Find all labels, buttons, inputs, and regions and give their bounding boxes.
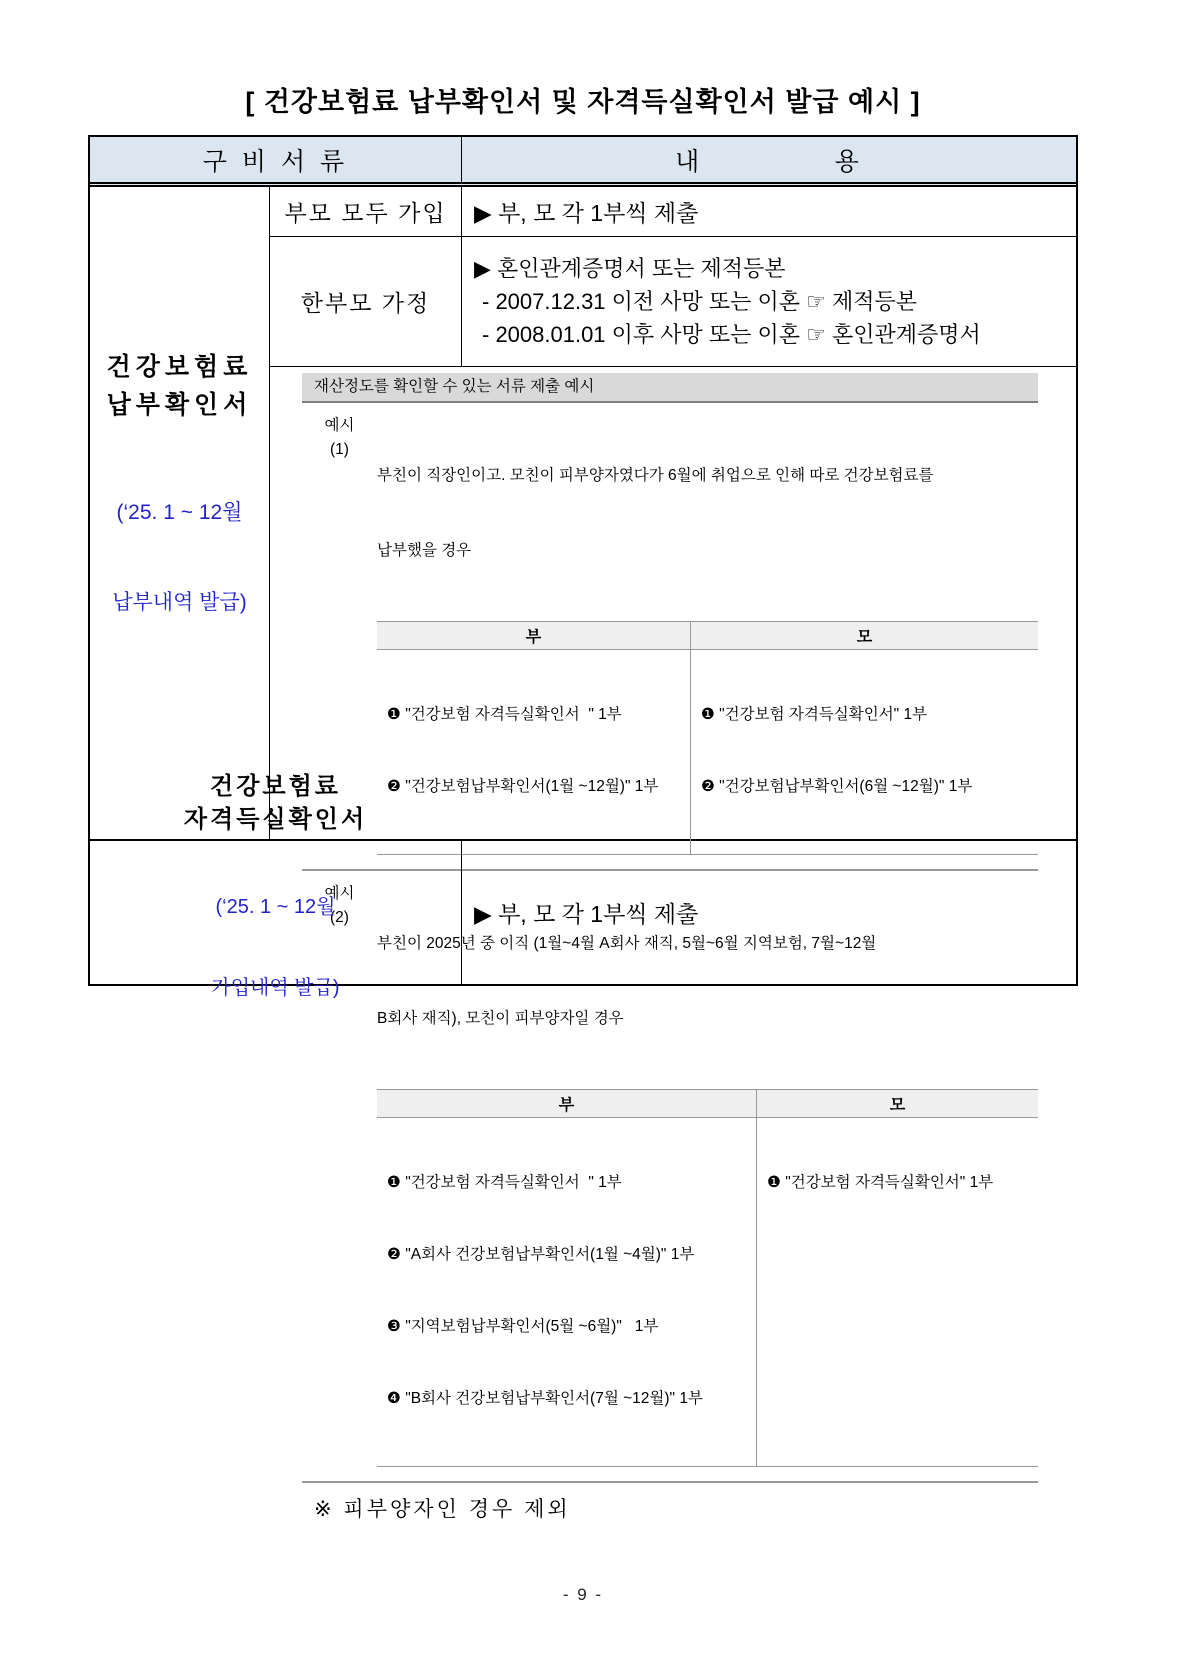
single-parent-line2: - 2007.12.31 이전 사망 또는 이혼 ☞ 제적등본	[482, 289, 917, 314]
example-2-label-line2: (2)	[330, 909, 349, 926]
eligibility-cert-period-line2: 가입내역 발급)	[211, 976, 340, 999]
example-1-mother-cell	[691, 650, 1038, 854]
both-parents-content	[462, 187, 1076, 236]
example-2-mother-item1: ❶ "건강보험 자격득실확인서" 1부	[767, 1174, 994, 1191]
example-2-table	[377, 1089, 1038, 1467]
example-1-label-line2: (1)	[330, 441, 349, 458]
single-parent-line1: ▶ 혼인관계증명서 또는 제적등본	[474, 256, 786, 281]
payment-cert-period	[112, 438, 247, 678]
example-1-desc-line1: 부친이 직장인이고. 모친이 피부양자였다가 6월에 취업으로 인해 따로 건강보험료를	[377, 467, 934, 484]
main-table	[88, 135, 1078, 1521]
example-1-desc-line2: 납부했을 경우	[377, 542, 472, 559]
example-2-label-line1: 예시	[324, 885, 355, 902]
example-2-father-item3: ❸ "지역보험납부확인서(5월 ~6월)" 1부	[387, 1318, 659, 1335]
page-title: [ 건강보험료 납부확인서 및 자격득실확인서 발급 예시 ]	[245, 87, 921, 117]
eligibility-cert-name-cell	[90, 772, 462, 999]
example-2-col-father: 부	[377, 1090, 757, 1117]
example-2-table-header	[377, 1090, 1038, 1118]
payment-cert-name-cell	[90, 187, 270, 839]
eligibility-cert-content	[462, 841, 1076, 984]
example-box-title-bar: 재산정도를 확인할 수 있는 서류 제출 예시	[302, 373, 1038, 403]
example-1-col-father: 부	[377, 622, 691, 649]
single-parent-line3: - 2008.01.01 이후 사망 또는 이혼 ☞ 혼인관계증명서	[482, 322, 981, 347]
eligibility-cert-name-line2: 자격득실확인서	[183, 805, 368, 833]
example-1-col-mother: 모	[856, 629, 873, 646]
table-header-row	[90, 137, 1076, 187]
payment-cert-period-line2: 납부내역 발급)	[112, 591, 247, 614]
example-1-father-item2: ❷ "건강보험납부확인서(1월 ~12월)" 1부	[387, 778, 659, 795]
row-single-parent	[270, 237, 1076, 367]
payment-cert-period-line1: (‘25. 1 ~ 12월	[116, 501, 243, 524]
example-2-table-body	[377, 1118, 1038, 1466]
example-2-father-item1: ❶ "건강보험 자격득실확인서 " 1부	[387, 1174, 622, 1191]
payment-cert-name	[107, 348, 253, 424]
example-2-mother-cell	[757, 1118, 1038, 1466]
eligibility-cert-name	[90, 770, 461, 836]
example-1-father-item1: ❶ "건강보험 자격득실확인서 " 1부	[387, 706, 622, 723]
example-1-table	[377, 621, 1038, 855]
example-2-father-cell	[377, 1118, 757, 1466]
eligibility-cert-content-line: ▶ 부, 모 각 1부씩 제출	[474, 901, 699, 927]
example-box-bottom-rule	[302, 1481, 1038, 1483]
both-parents-label: 부모 모두 가입	[270, 187, 462, 236]
eligibility-cert-period-line1: (‘25. 1 ~ 12월	[215, 895, 336, 918]
example-2-father-item4: ❹ "B회사 건강보험납부확인서(7월 ~12월)" 1부	[387, 1390, 703, 1407]
example-2-desc-line1: 부친이 2025년 중 이직 (1월~4월 A회사 재직, 5월~6월 지역보험, 7월~12월	[377, 935, 877, 952]
single-parent-label: 한부모 가정	[270, 237, 462, 366]
page-number: - 9 -	[562, 1585, 604, 1604]
both-parents-content-line: ▶ 부, 모 각 1부씩 제출	[474, 200, 699, 226]
single-parent-content	[462, 237, 1076, 366]
example-1-mother-item2: ❷ "건강보험납부확인서(6월 ~12월)" 1부	[700, 778, 973, 795]
dependent-exclusion-note: ※ 피부양자인 경우 제외	[314, 1498, 571, 1521]
payment-cert-name-line1: 건강보험료	[106, 353, 253, 381]
eligibility-cert-period	[90, 840, 461, 1056]
eligibility-cert-name-line1: 건강보험료	[210, 772, 341, 800]
example-1-table-header	[377, 622, 1038, 650]
header-cell-contents: 내 용	[675, 147, 863, 176]
example-1-mother-item1: ❶ "건강보험 자격득실확인서" 1부	[700, 706, 928, 723]
example-1-body	[377, 413, 1038, 855]
example-1-description	[377, 413, 1038, 613]
example-2-col-mother: 모	[889, 1097, 906, 1114]
example-2-desc-line2: B회사 재직), 모친이 피부양자일 경우	[377, 1010, 624, 1027]
header-cell-documents: 구 비 서 류	[90, 137, 462, 182]
example-1-table-body	[377, 650, 1038, 854]
payment-cert-name-line2: 납부확인서	[106, 391, 253, 419]
example-1-label-line1: 예시	[324, 417, 355, 434]
example-2-father-item2: ❷ "A회사 건강보험납부확인서(1월 ~4월)" 1부	[387, 1246, 695, 1263]
row-both-parents	[270, 187, 1076, 237]
